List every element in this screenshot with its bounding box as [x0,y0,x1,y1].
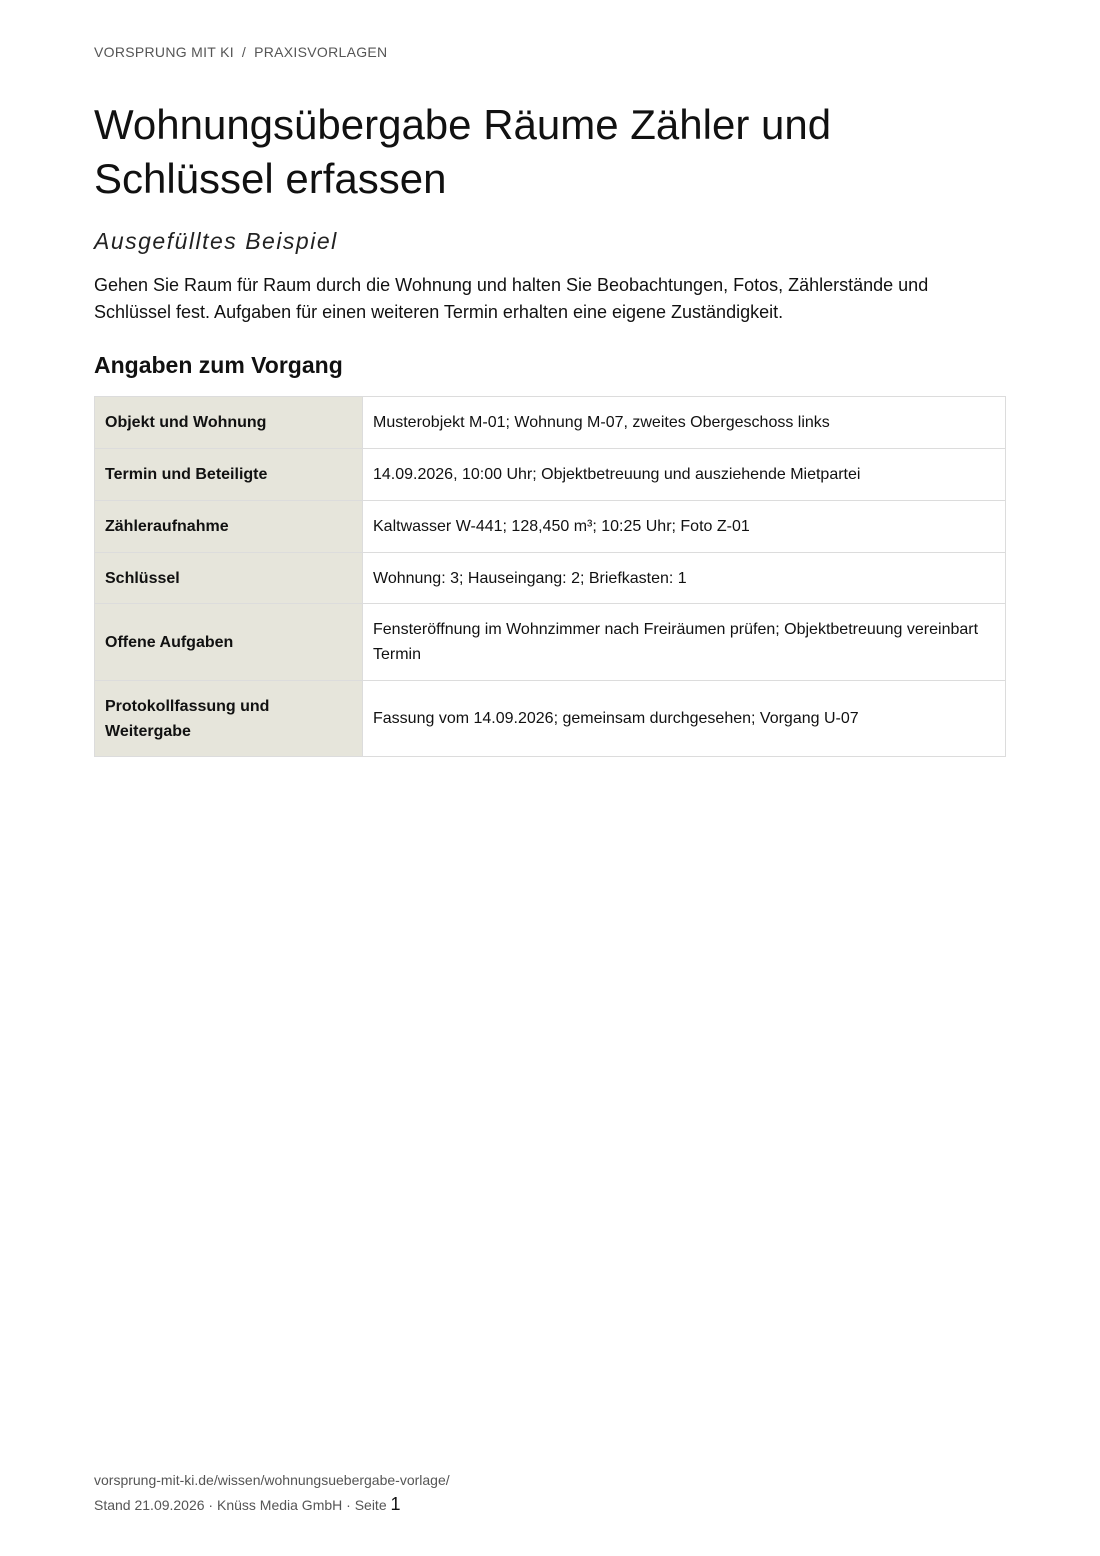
table-row [95,449,1006,501]
row-label: Protokollfassung und Weitergabe [95,681,363,757]
row-value: Kaltwasser W-441; 128,450 m³; 10:25 Uhr; Foto Z-01 [363,501,1006,553]
row-value: Fassung vom 14.09.2026; gemeinsam durchgesehen; Vorgang U-07 [363,681,1006,757]
details-table [94,396,1006,757]
footer-meta: Stand 21.09.2026 · Knüss Media GmbH · Seite [94,1497,387,1513]
page-number: 1 [390,1494,401,1514]
table-row [95,397,1006,449]
table-row [95,553,1006,604]
table-row [95,501,1006,553]
row-value: Wohnung: 3; Hauseingang: 2; Briefkasten: 1 [363,553,1006,604]
page-subtitle: Ausgefülltes Beispiel [94,228,338,254]
row-label: Zähleraufnahme [95,501,363,553]
page-title: Wohnungsübergabe Räume Zähler und Schlüssel erfassen [94,101,832,202]
row-label: Offene Aufgaben [95,604,363,681]
footer-url: vorsprung-mit-ki.de/wissen/wohnungsuebergabe-vorlage/ [94,1472,450,1488]
row-value: 14.09.2026, 10:00 Uhr; Objektbetreuung und ausziehende Mietpartei [363,449,1006,501]
row-value: Musterobjekt M-01; Wohnung M-07, zweites Obergeschoss links [363,397,1006,449]
row-label: Termin und Beteiligte [95,449,363,501]
page-footer [94,1468,450,1517]
breadcrumb-separator: / [241,44,247,60]
row-label: Objekt und Wohnung [95,397,363,449]
table-row [95,604,1006,681]
intro-paragraph: Gehen Sie Raum für Raum durch die Wohnung und halten Sie Beobachtungen, Fotos, Zählerstände und Schlüssel fest. Aufgaben für einen weiteren Termin erhalten eine eigene Zuständigkeit. [94,275,929,322]
footer-meta-line [94,1492,450,1517]
table-row [95,681,1006,757]
breadcrumb-section: PRAXISVORLAGEN [254,44,388,60]
breadcrumb-brand: VORSPRUNG MIT KI [94,44,234,60]
row-value: Fensteröffnung im Wohnzimmer nach Freiräumen prüfen; Objektbetreuung vereinbart Termin [363,604,1006,681]
row-label: Schlüssel [95,553,363,604]
section-heading: Angaben zum Vorgang [94,352,343,378]
breadcrumb [94,44,387,60]
